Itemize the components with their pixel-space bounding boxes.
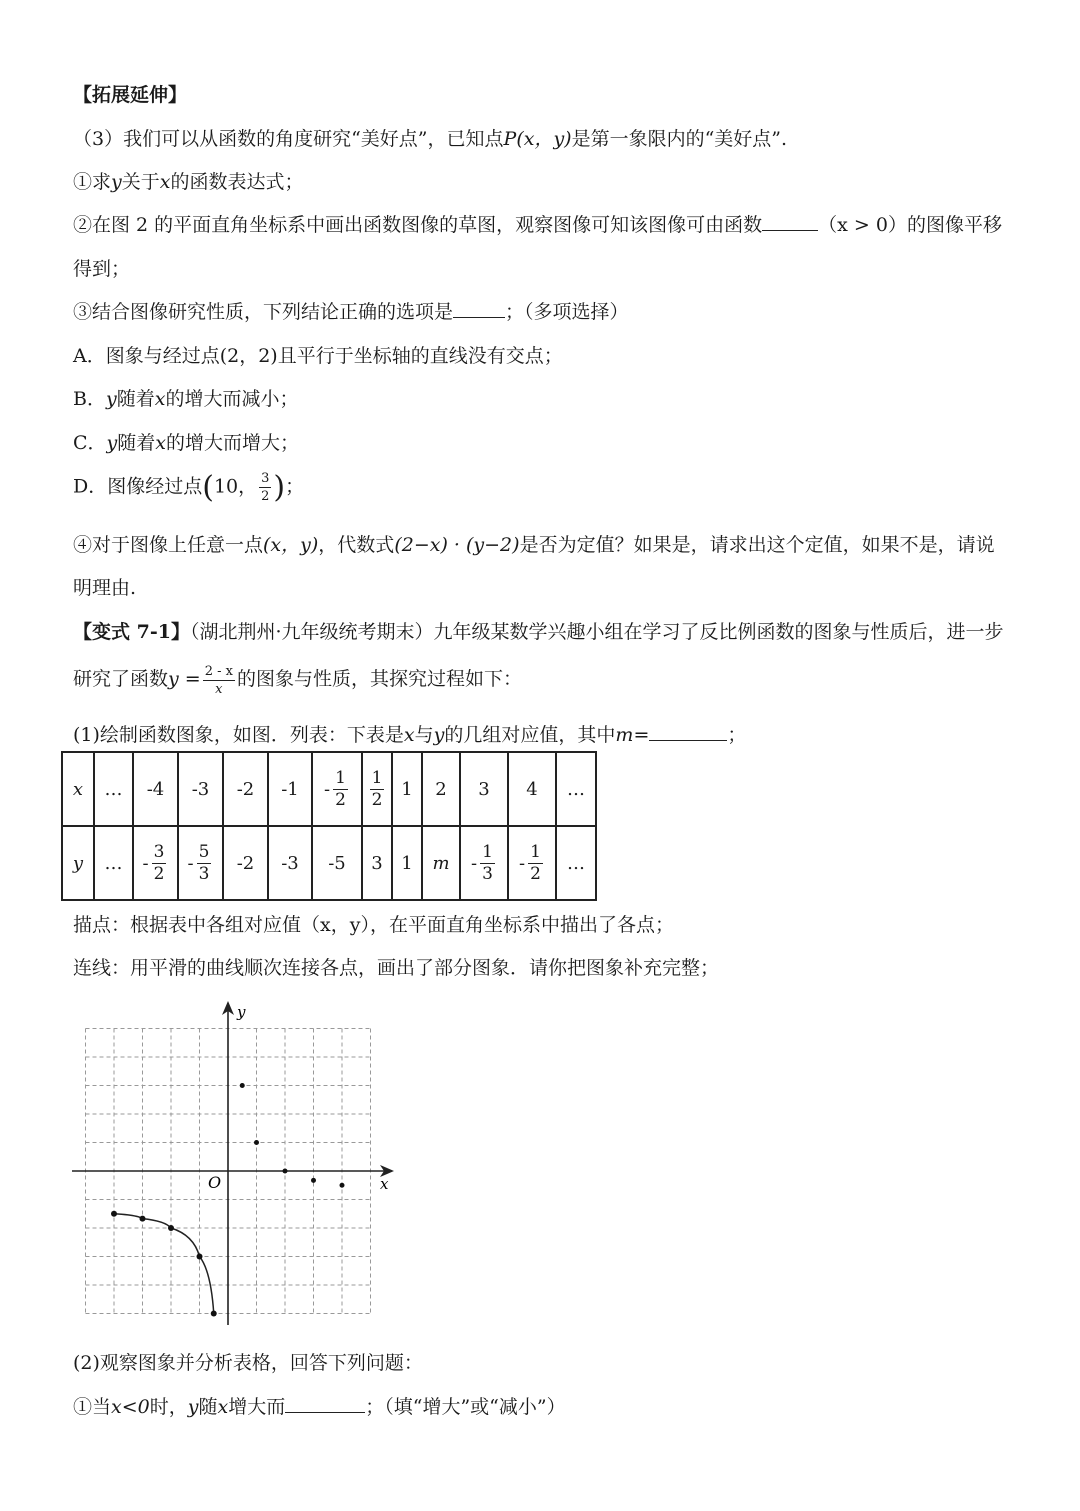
option-a: A．图象与经过点(2，2)且平行于坐标轴的直线没有交点； [73,345,563,367]
table-cell: 1 [392,752,422,826]
table-cell: -4 [133,752,178,826]
table-cell: -2 [223,826,268,900]
table-cell: … [556,752,596,826]
coordinate-graph [60,995,410,1335]
option-d: D．图像经过点(10， $\frac{3}{2}$ )； [73,470,305,505]
table-cell: -2 [223,752,268,826]
section-heading: 【拓展延伸】 [73,84,188,106]
partial-curve [114,1214,214,1314]
table-cell: … [94,826,133,900]
table-cell-fraction: - $\frac{1}{2}$ [508,826,556,900]
m-answer-blank[interactable] [649,740,727,741]
table-cell: 1 [392,826,422,900]
curve-point [197,1254,203,1260]
answer-blank[interactable] [285,1412,365,1413]
table-cell-m: m [422,826,460,900]
y-row [62,826,596,900]
q3-intro: （3）我们可以从函数的角度研究“美好点”，已知点P(x，y)是第一象限内的“美好点”. [73,128,788,150]
table-cell: 2 [422,752,460,826]
table-cell: 3 [460,752,508,826]
curve-point [211,1311,217,1317]
table-cell: … [94,752,133,826]
table-cell-fraction: - $\frac{5}{3}$ [178,826,223,900]
connect-text: 连线：用平滑的曲线顺次连接各点，画出了部分图象．请你把图象补充完整； [73,957,720,979]
sub-question-1: ①求y关于x的函数表达式； [73,171,304,193]
table-cell: -5 [312,826,362,900]
fraction: $\frac{3}{2}$ [261,471,270,504]
sub-question-2: ②在图 2 的平面直角坐标系中画出函数图像的草图，观察图像可知该图像可由函数 （x > 0）的图像平移 [73,214,1002,236]
sub-question-4-cont: 明理由. [73,577,137,599]
table-cell: -1 [268,752,312,826]
table-cell-fraction: $\frac{1}{2}$ [362,752,392,826]
part-2-prompt: (2)观察图象并分析表格，回答下列问题： [73,1352,423,1374]
origin-label: O [208,1173,222,1192]
x-row [62,752,596,826]
sub-question-2-cont: 得到； [73,258,131,280]
value-table [61,751,597,901]
curve-point [140,1216,146,1222]
plot-points-text: 描点：根据表中各组对应值（x，y），在平面直角坐标系中描出了各点； [73,914,674,936]
answer-blank[interactable] [762,230,818,231]
sub-question-3: ③结合图像研究性质，下列结论正确的选项是 ；（多项选择） [73,301,629,323]
table-cell-fraction: - $\frac{1}{2}$ [312,752,362,826]
plotted-point [240,1083,245,1088]
y-header: y [62,826,94,900]
answer-blank[interactable] [453,317,505,318]
table-cell: -3 [268,826,312,900]
plotted-point [254,1140,259,1145]
curve-point [168,1225,174,1231]
sub-question-4: ④对于图像上任意一点(x，y)，代数式(2−x) · (y−2)是否为定值？如果是，请求出这个定值，如果不是，请说 [73,534,995,556]
table-cell-fraction: - $\frac{3}{2}$ [133,826,178,900]
part-2-question-1: ①当x<0时，y随x增大而 ；（填“增大”或“减小”） [73,1396,566,1418]
function-fraction: $\frac{2 - x}{x}$ [204,663,233,697]
table-cell: 3 [362,826,392,900]
option-c: C．y随着x的增大而增大； [73,432,300,454]
x-axis-label: x [380,1175,389,1193]
curve-point [111,1211,117,1217]
option-b: B．y随着x的增大而减小； [73,388,299,410]
part-1-prompt: (1)绘制函数图象，如图．列表：下表是x与y的几组对应值，其中m= ； [73,724,747,746]
table-cell: … [556,826,596,900]
y-axis-label: y [237,1003,246,1021]
plotted-point [340,1183,345,1188]
variant-function: 研究了函数y = $\frac{2 - x}{x}$ 的图象与性质，其探究过程如下： [73,663,522,697]
table-cell: 4 [508,752,556,826]
table-cell-fraction: - $\frac{1}{3}$ [460,826,508,900]
variant-intro: 【变式 7-1】（湖北荆州·九年级统考期末）九年级某数学兴趣小组在学习了反比例函数的图象与性质后，进一步 [73,621,1004,643]
plotted-point [283,1169,288,1174]
table-cell: -3 [178,752,223,826]
x-header: x [62,752,94,826]
plotted-point [311,1178,316,1183]
